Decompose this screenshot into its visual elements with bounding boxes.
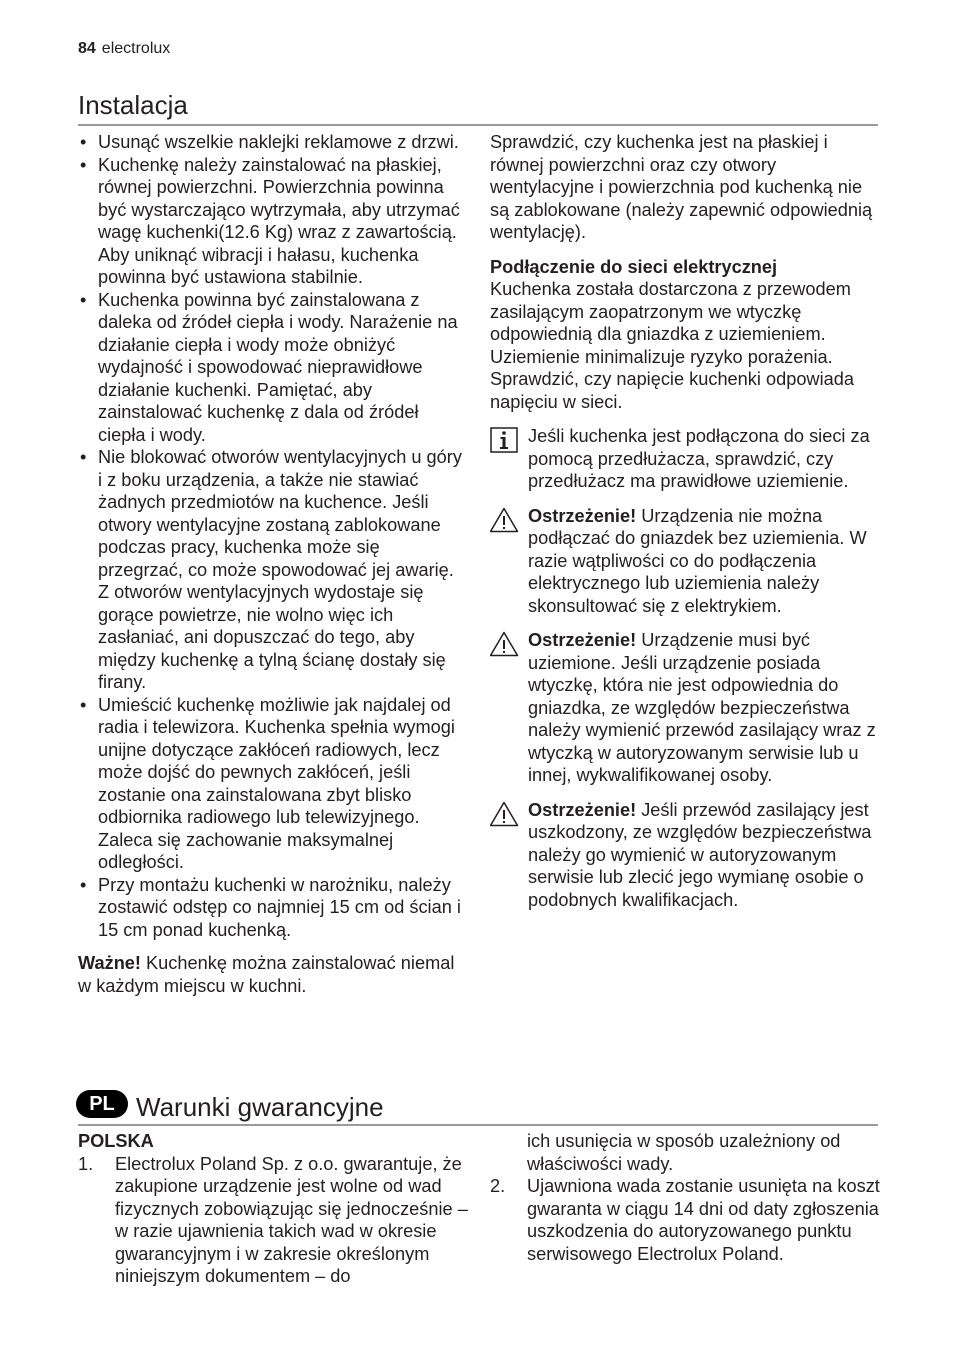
list-item: • Umieścić kuchenkę możliwie jak najdalej od radia i telewizora. Kuchenka spełnia wymogi unijne dotyczące zakłóceń radiowych, lecz może dojść do pewnych zakłóceń, jeśli zostanie ona zainstalowana zbyt blisko odbiornika radiowego lub telewizyjnego. Zaleca się zachowanie maksymalnej odległości. <box>78 694 466 874</box>
list-item <box>490 1130 880 1175</box>
list-item: • Usunąć wszelkie naklejki reklamowe z drzwi. <box>78 131 466 154</box>
info-note <box>490 425 880 493</box>
item-number: 2. <box>490 1176 506 1196</box>
warning-text: Jeśli przewód zasilający jest uszkodzony, ze względów bezpieczeństwa należy go wymienić w autoryzowanym serwisie lub zlecić jego wymianę osobie o podobnych kwalifikacjach. <box>528 799 872 910</box>
section-divider <box>78 1124 878 1126</box>
warning-note <box>490 799 880 912</box>
warning-label: Ostrzeżenie! <box>528 799 637 820</box>
installation-bullet-list <box>78 131 466 941</box>
brand-name: electrolux <box>101 40 171 57</box>
warranty-list <box>490 1130 880 1265</box>
installation-right-column <box>490 131 880 911</box>
warranty-left-column <box>78 1130 468 1288</box>
warning-note <box>490 629 880 787</box>
item-text: ich usunięcia w sposób uzależniony od właściwości wady. <box>527 1131 841 1174</box>
list-item: • Przy montażu kuchenki w narożniku, należy zostawić odstęp co najmniej 15 cm od ścian i 15 cm ponad kuchenką. <box>78 874 466 942</box>
section-title-warranty: Warunki gwarancyjne <box>136 1092 384 1122</box>
country-heading: POLSKA <box>78 1131 154 1151</box>
section-divider <box>78 124 878 126</box>
section-title-installation: Instalacja <box>78 90 188 120</box>
warning-text: Urządzenia nie można podłączać do gniazdek bez uziemienia. W razie wątpliwości co do podłączenia elektrycznego lub uziemienia należy skonsultować się z elektrykiem. <box>528 505 867 616</box>
warranty-right-column <box>490 1130 880 1265</box>
info-note-text: Jeśli kuchenka jest podłączona do sieci za pomocą przedłużacza, sprawdzić, czy przedłużacz ma prawidłowe uziemienie. <box>528 426 870 491</box>
list-item: • Kuchenka powinna być zainstalowana z daleka od źródeł ciepła i wody. Narażenie na działanie ciepła i wody może obniżyć wydajność i spowodować nieprawidłowe działanie kuchenki. Pamiętać, aby zainstalować kuchenkę z dala od źródeł ciepła i wody. <box>78 289 466 447</box>
page-header <box>78 40 170 58</box>
warning-text: Urządzenie musi być uziemione. Jeśli urządzenie posiada wtyczkę, która nie jest odpowiednia do gniazdka, ze względów bezpieczeństwa należy wymienić przewód zasilający wraz z wtyczką w autoryzowanym serwisie lub u innej, wykwalifikowanej osoby. <box>528 630 876 785</box>
warning-note <box>490 505 880 618</box>
electric-connection-heading: Podłączenie do sieci elektrycznej <box>490 256 778 277</box>
important-label: Ważne! <box>78 953 141 973</box>
important-note <box>78 952 466 997</box>
info-icon <box>490 427 520 453</box>
list-item <box>490 1175 880 1265</box>
important-text: Kuchenkę można zainstalować niemal w każdym miejscu w kuchni. <box>78 953 455 996</box>
item-number: 1. <box>78 1153 94 1174</box>
warranty-list <box>78 1153 468 1288</box>
warning-icon <box>490 631 520 657</box>
warning-icon <box>490 507 520 533</box>
placement-check-text: Sprawdzić, czy kuchenka jest na płaskiej i równej powierzchni oraz czy otwory wentylacyjne i powierzchnia pod kuchenką nie są zablokowane (należy zapewnić odpowiednią wentylację). <box>490 132 873 242</box>
warning-label: Ostrzeżenie! <box>528 505 637 526</box>
page-number: 84 <box>78 40 96 57</box>
warning-label: Ostrzeżenie! <box>528 630 637 650</box>
list-item: • Kuchenkę należy zainstalować na płaskiej, równej powierzchni. Powierzchnia powinna być wystarczająco wytrzymała, aby utrzymać wagę kuchenki(12.6 Kg) wraz z zawartością. Aby uniknąć wibracji i hałasu, kuchenka powinna być ustawiona stabilnie. <box>78 154 466 289</box>
item-text: Ujawniona wada zostanie usunięta na koszt gwaranta w ciągu 14 dni od daty zgłoszenia uszkodzenia do autoryzowanego punktu serwisowego Electrolux Poland. <box>527 1176 880 1264</box>
language-badge: PL <box>76 1090 128 1118</box>
item-text: Electrolux Poland Sp. z o.o. gwarantuje, że zakupione urządzenie jest wolne od wad fizycznych zobowiązując się jednocześnie – w razie ujawnienia takich wad w okresie gwarancyjnym i w zakresie określonym niniejszym dokumentem – do <box>115 1153 468 1286</box>
warning-icon <box>490 801 520 827</box>
list-item: • Nie blokować otworów wentylacyjnych u góry i z boku urządzenia, a także nie stawiać żadnych przedmiotów na kuchence. Jeśli otwory wentylacyjne zostaną zablokowane podczas pracy, kuchenka może się przegrzać, co może spowodować jej awarię. Z otworów wentylacyjnych wydostaje się gorące powietrze, nie wolno więc ich zasłaniać, ani dopuszczać do tego, aby między kuchenkę a tylną ścianę dostały się firany. <box>78 446 466 694</box>
installation-left-column <box>78 131 466 997</box>
list-item <box>78 1153 468 1288</box>
electric-connection-text: Kuchenka została dostarczona z przewodem zasilającym zaopatrzonym we wtyczkę odpowiednią dla gniazdka z uziemieniem. Uziemienie minimalizuje ryzyko porażenia. Sprawdzić, czy napięcie kuchenki odpowiada napięciu w sieci. <box>490 279 854 412</box>
